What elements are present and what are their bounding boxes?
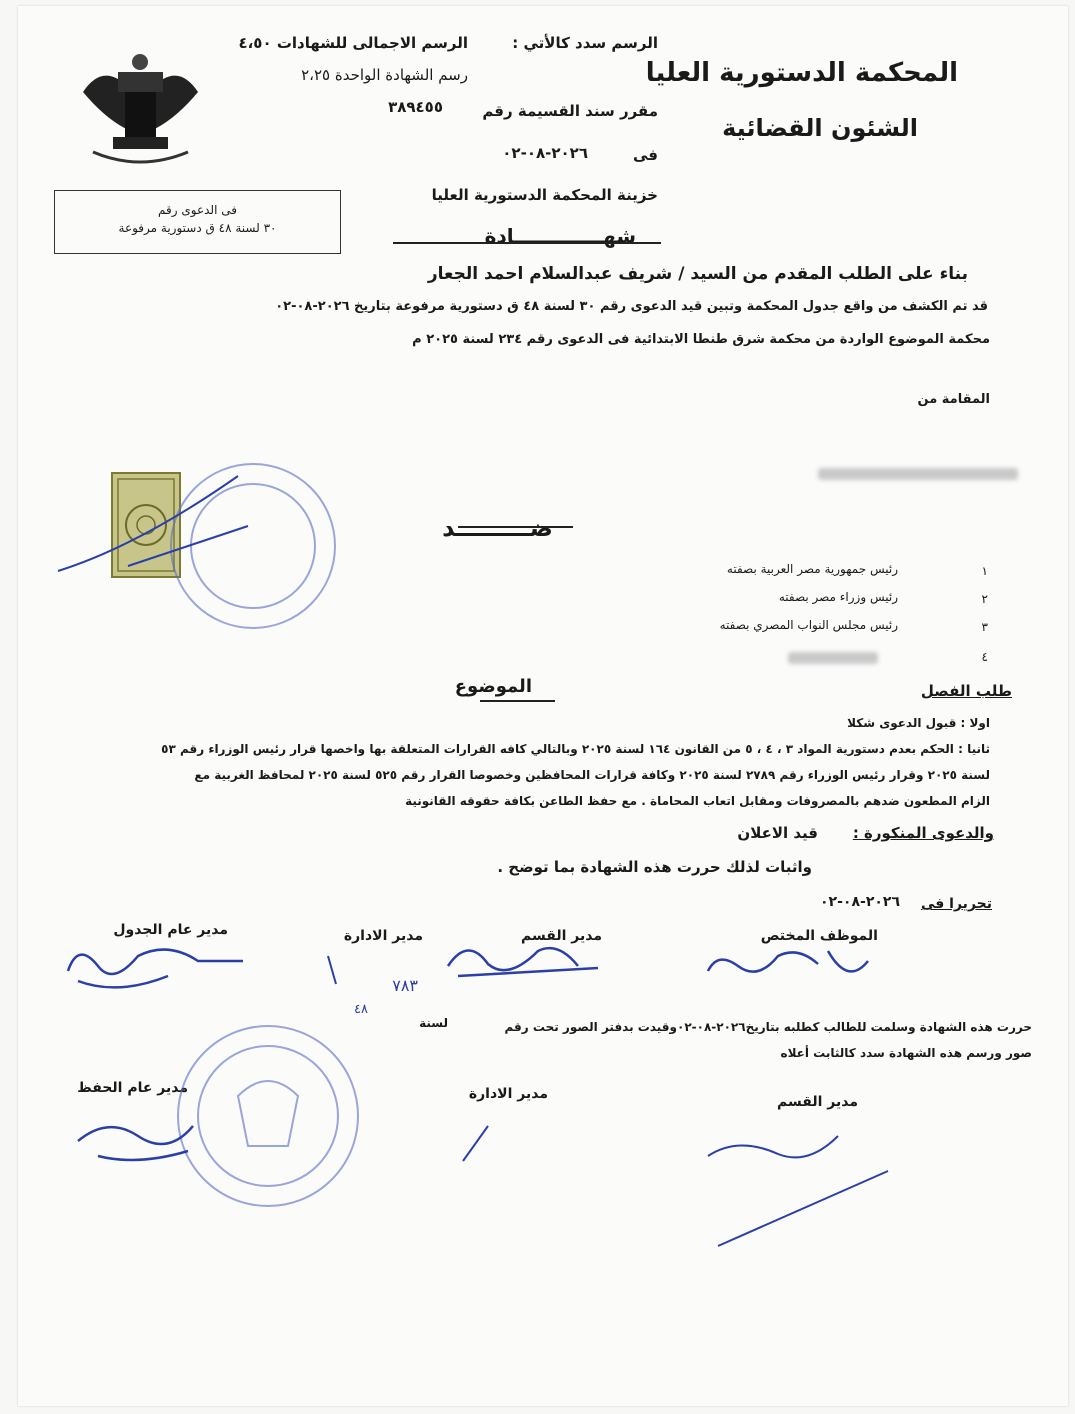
status-label: والدعوى المنكورة :: [852, 824, 994, 842]
handwritten-number: ٧٨٣: [392, 976, 418, 995]
defendant-number: ٣: [981, 620, 988, 634]
delivery-line-1: حررت هذه الشهادة وسلمت للطالب كطلبه بتاريخ٢٠٢٦-٠٨-٠٢وقيدت بدفتر الصور تحت رقم: [504, 1020, 1032, 1034]
ink-overlay: [18, 6, 1068, 1406]
bottom-section-manager-signature: [708, 1136, 888, 1246]
receipt-date: ٢٠٢٦-٠٨-٠٢: [502, 144, 588, 162]
status-value: قيد الاعلان: [737, 824, 818, 842]
defendant-number: ٢: [981, 592, 988, 606]
receipt-label: مقرر سند القسيمة رقم: [482, 102, 658, 120]
defendant-item: رئيس مجلس النواب المصري بصفته: [719, 618, 898, 632]
court-seal-bottom: [178, 1026, 358, 1206]
receipt-number: ٣٨٩٤٥٥: [388, 98, 443, 116]
fees-total: الرسم الاجمالى للشهادات ٤،٥٠: [238, 34, 468, 52]
admin-manager-label: مدير الادارة: [343, 928, 423, 944]
employee-signature-label: الموظف المختص: [760, 928, 878, 944]
request-label: طلب الفصل: [920, 682, 1012, 700]
bottom-admin-manager-label: مدير الادارة: [468, 1086, 548, 1102]
delivery-year-label: لسنة: [419, 1016, 448, 1030]
archive-manager-label: مدير عام الحفظ: [77, 1080, 188, 1096]
body-line-2: محكمة الموضوع الواردة من محكمة شرق طنطا الابتدائية فى الدعوى رقم ٢٣٤ لسنة ٢٠٢٥ م: [412, 332, 990, 347]
admin-manager-signature: [328, 956, 336, 984]
delivery-year-value: ٤٨: [354, 1002, 368, 1017]
schedule-manager-signature: [68, 950, 243, 988]
schedule-manager-label: مدير عام الجدول: [113, 922, 228, 938]
written-date: ٢٠٢٦-٠٨-٠٢: [820, 894, 900, 910]
case-box-line1: فى الدعوى رقم: [158, 203, 237, 217]
court-name: المحكمة الدستورية العليا: [645, 58, 958, 88]
section-manager-signature: [448, 948, 598, 976]
certificate-title: شهـــــــــــــادة: [484, 224, 636, 248]
court-seal-top: [171, 464, 335, 628]
treasury: خزينة المحكمة الدستورية العليا: [431, 186, 658, 204]
delivery-line-2: صور ورسم هذه الشهادة سدد كالثابت أعلاه: [780, 1046, 1032, 1060]
request-second-line-2: لسنة ٢٠٢٥ وقرار رئيس الوزراء رقم ٢٧٨٩ لسنة ٢٠٢٥ وكافة قرارات المحافظين وخصوصا القرار رقم ٥٢٥ لسنة ٢٠٢٥ لمحافظ الغربية مع: [194, 768, 990, 782]
request-first: اولا : قبول الدعوى شكلا: [847, 716, 990, 730]
defendant-item: رئيس وزراء مصر بصفته: [778, 590, 898, 604]
section-manager-label: مدير القسم: [521, 928, 602, 944]
fees-single: رسم الشهادة الواحدة ٢،٢٥: [301, 66, 468, 84]
employee-signature: [708, 951, 868, 972]
case-box-line2: ٣٠ لسنة ٤٨ ق دستورية مرفوعة: [118, 221, 277, 235]
filed-by-label: المقامة من: [917, 392, 990, 407]
against-heading: ضـــــــــد: [442, 514, 553, 542]
pen-stroke: [128, 526, 248, 566]
bottom-section-manager-label: مدير القسم: [777, 1094, 858, 1110]
body-line-1: قد تم الكشف من واقع جدول المحكمة وتبين قيد الدعوى رقم ٣٠ لسنة ٤٨ ق دستورية مرفوعة بتاريخ ٢٠٢٦-٠٨-٠٢: [275, 299, 988, 314]
defendant-number: ٤: [981, 650, 988, 664]
subject-title: الموضوع: [454, 676, 532, 697]
defendant-number: ١: [981, 564, 988, 578]
department-name: الشئون القضائية: [722, 114, 918, 142]
written-label: تحريرا فى: [920, 896, 992, 912]
archive-manager-signature: [78, 1126, 193, 1160]
defendant-item: رئيس جمهورية مصر العربية بصفته: [726, 562, 898, 576]
proof-statement: واثبات لذلك حررت هذه الشهادة بما توضح .: [497, 858, 812, 876]
applicant-line: بناء على الطلب المقدم من السيد / شريف عبدالسلام احمد الجعار: [427, 264, 968, 284]
receipt-on-label: فى: [633, 146, 658, 164]
request-second-line-3: الزام المطعون ضدهم بالمصروفات ومقابل اتعاب المحاماة . مع حفظ الطاعن بكافة حقوقه القانونية: [405, 794, 990, 808]
pen-stroke: [58, 476, 238, 571]
bottom-admin-manager-signature: [463, 1126, 488, 1161]
request-second-line-1: ثانيا : الحكم بعدم دستورية المواد ٣ ، ٤ ، ٥ من القانون ١٦٤ لسنة ٢٠٢٥ وبالتالي كافه القرارات المتعلقة بها واخصها قرار رئيس الوزراء رقم ٥٣: [161, 742, 990, 756]
fees-label: الرسم سدد كالأتي :: [512, 34, 658, 52]
certificate-page: [18, 6, 1068, 1406]
